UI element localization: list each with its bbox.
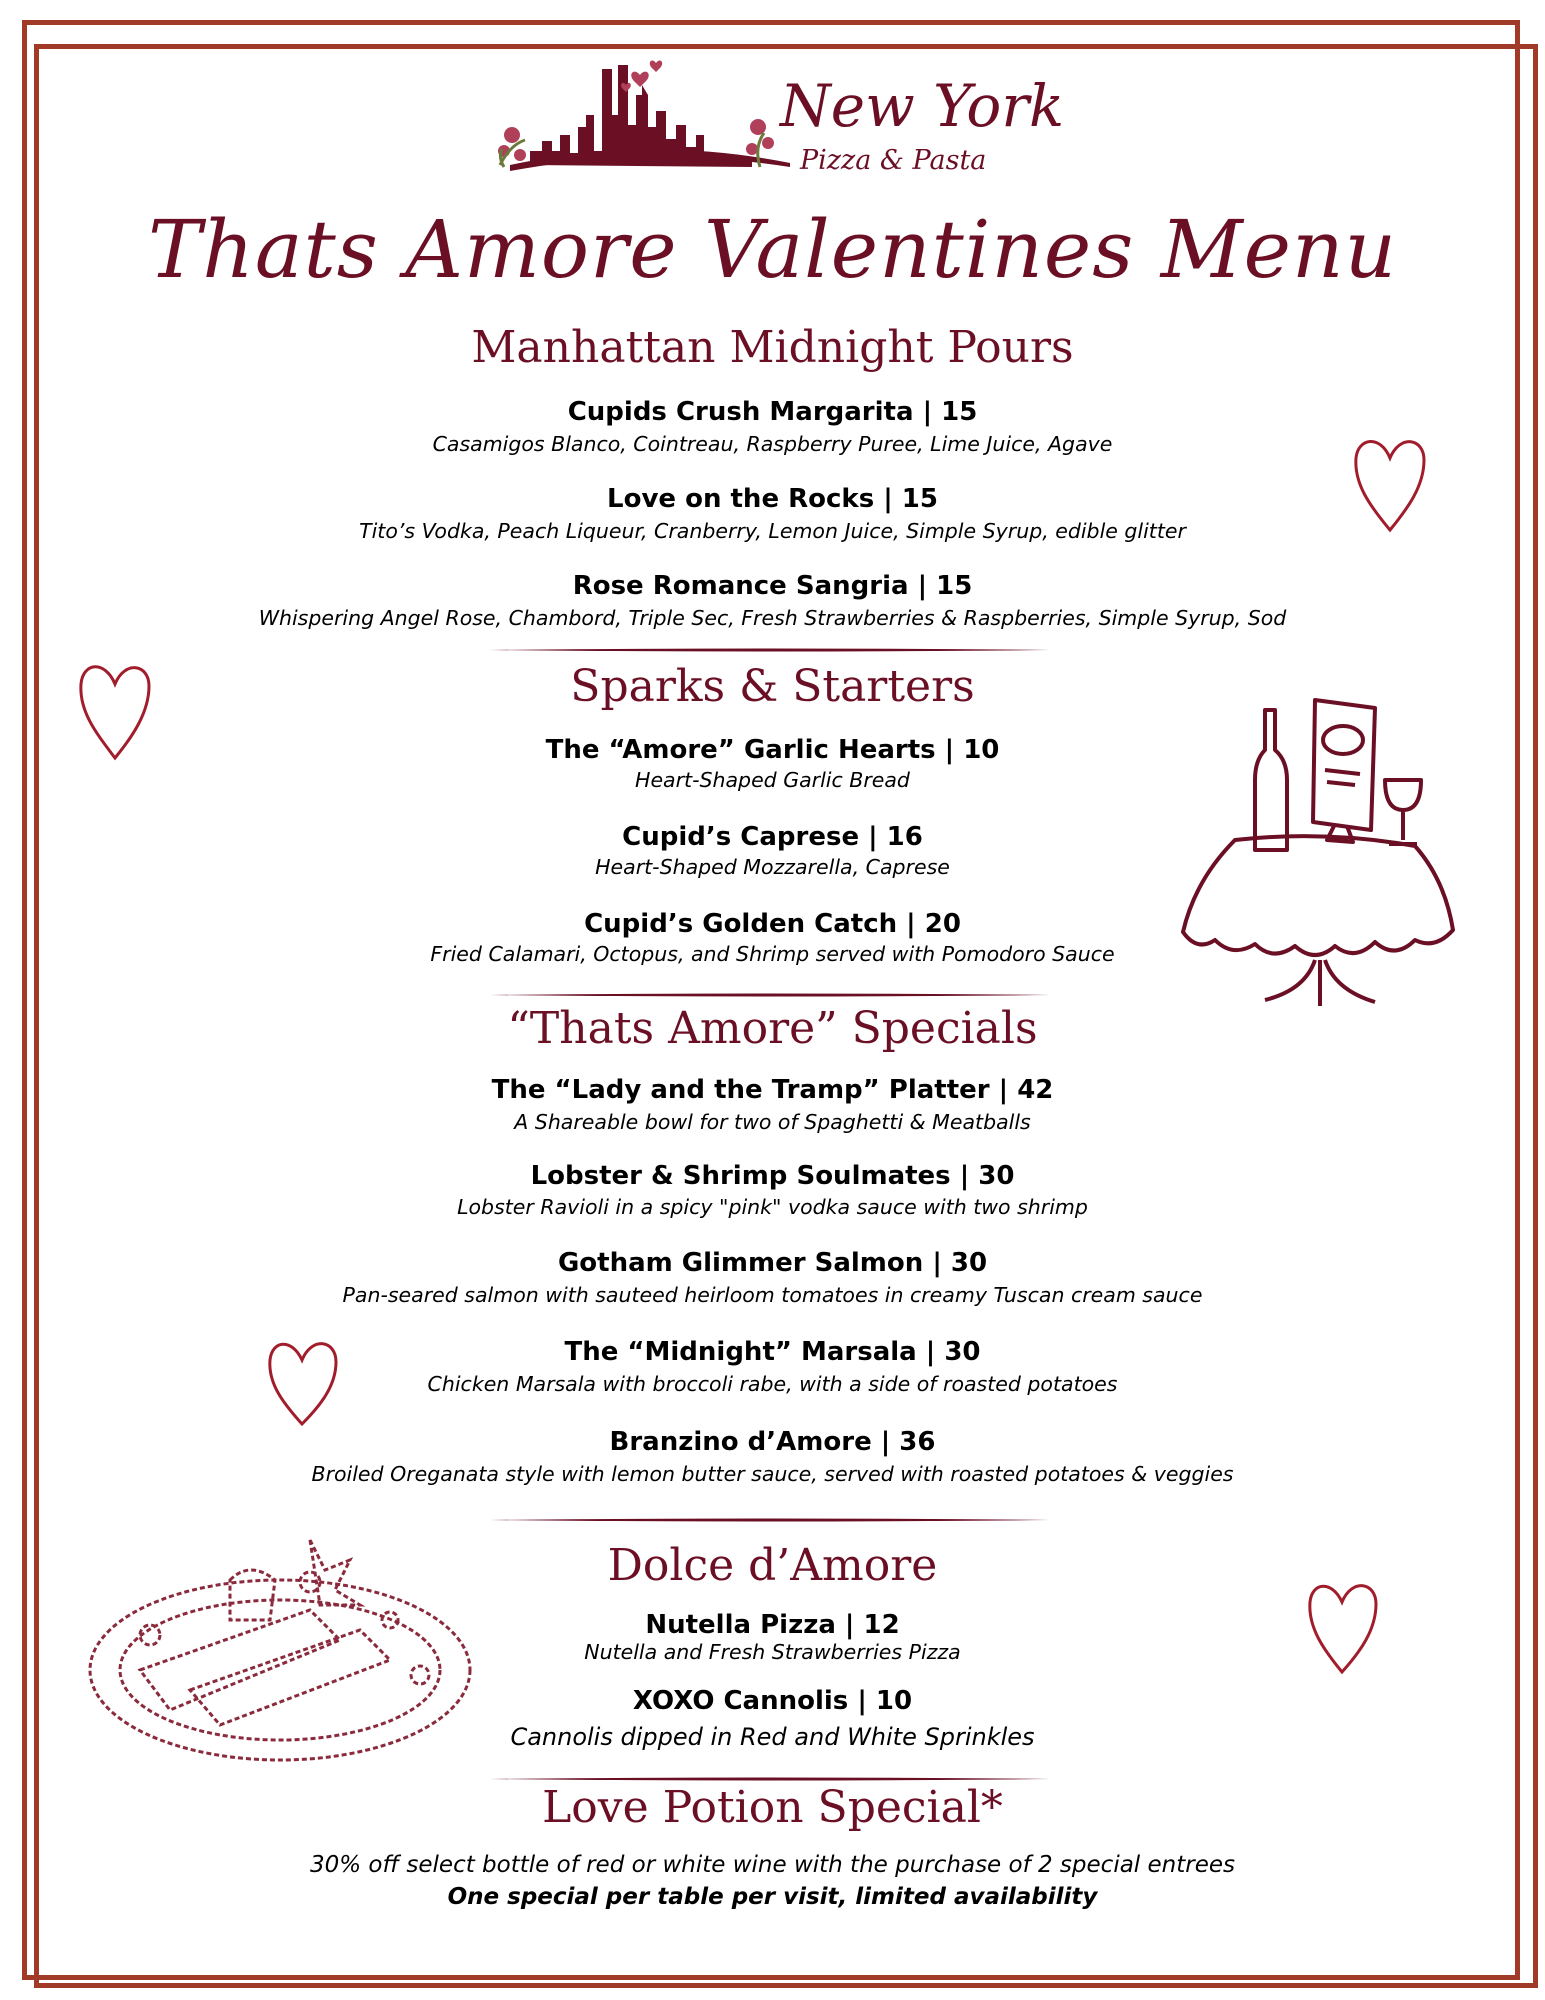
section-title-specials: “Thats Amore” Specials (507, 1003, 1038, 1054)
item-desc: Chicken Marsala with broccoli rabe, with a side of roasted potatoes (427, 1372, 1118, 1396)
item-name: XOXO Cannolis | 10 (632, 1686, 913, 1716)
item-desc: Whispering Angel Rose, Chambord, Triple Sec, Fresh Strawberries & Raspberries, Simple Syrup, Sod (258, 606, 1287, 630)
item-desc: Tito’s Vodka, Peach Liqueur, Cranberry, Lemon Juice, Simple Syrup, edible glitter (359, 519, 1186, 543)
brand-name: New York (780, 72, 1065, 140)
heart-icon (1350, 428, 1430, 536)
divider (490, 1777, 1050, 1781)
item-name: Gotham Glimmer Salmon | 30 (557, 1248, 988, 1278)
item-name: The “Midnight” Marsala | 30 (564, 1337, 981, 1367)
item-desc: Lobster Ravioli in a spicy "pink" vodka sauce with two shrimp (457, 1195, 1088, 1219)
heart-icon (75, 652, 155, 764)
item-desc: Nutella and Fresh Strawberries Pizza (584, 1640, 961, 1664)
divider (490, 1518, 1050, 1522)
special-note: 30% off select bottle of red or white wine with the purchase of 2 special entrees (310, 1852, 1235, 1878)
section-title-dolce: Dolce d’Amore (607, 1540, 938, 1591)
item-name: Cupids Crush Margarita | 15 (567, 397, 978, 427)
item-desc: Fried Calamari, Octopus, and Shrimp served with Pomodoro Sauce (430, 942, 1115, 966)
brand-subtitle: Pizza & Pasta (800, 145, 987, 176)
heart-icon (1302, 1572, 1382, 1678)
section-title-pours: Manhattan Midnight Pours (471, 322, 1074, 373)
item-desc: Cannolis dipped in Red and White Sprinkles (510, 1723, 1035, 1751)
item-name: Branzino d’Amore | 36 (609, 1427, 936, 1457)
item-name: Lobster & Shrimp Soulmates | 30 (530, 1161, 1015, 1191)
item-desc: Casamigos Blanco, Cointreau, Raspberry Puree, Lime Juice, Agave (432, 432, 1113, 456)
item-desc: Heart-Shaped Mozzarella, Caprese (595, 855, 950, 879)
item-name: Nutella Pizza | 12 (645, 1610, 900, 1640)
item-name: Rose Romance Sangria | 15 (572, 571, 973, 601)
cannoli-plate-icon (80, 1510, 480, 1770)
item-name: The “Lady and the Tramp” Platter | 42 (491, 1075, 1054, 1105)
item-desc: Broiled Oreganata style with lemon butter sauce, served with roasted potatoes & veggies (311, 1462, 1234, 1486)
item-name: Love on the Rocks | 15 (607, 484, 938, 514)
item-name: Cupid’s Golden Catch | 20 (584, 909, 961, 939)
section-title-love-potion: Love Potion Special* (542, 1782, 1003, 1833)
item-name: The “Amore” Garlic Hearts | 10 (545, 735, 1000, 765)
heart-icon (262, 1330, 342, 1430)
item-desc: Heart-Shaped Garlic Bread (635, 768, 910, 792)
item-desc: A Shareable bowl for two of Spaghetti & Meatballs (514, 1110, 1031, 1134)
item-name: Cupid’s Caprese | 16 (622, 822, 923, 852)
special-restriction-note: One special per table per visit, limited availability (447, 1884, 1098, 1910)
item-desc: Pan-seared salmon with sauteed heirloom tomatoes in creamy Tuscan cream sauce (342, 1283, 1203, 1307)
menu-title: Thats Amore Valentines Menu (148, 203, 1397, 296)
divider (490, 648, 1050, 652)
section-title-starters: Sparks & Starters (570, 661, 975, 712)
dinner-table-icon (1175, 690, 1465, 1020)
divider (490, 993, 1050, 997)
